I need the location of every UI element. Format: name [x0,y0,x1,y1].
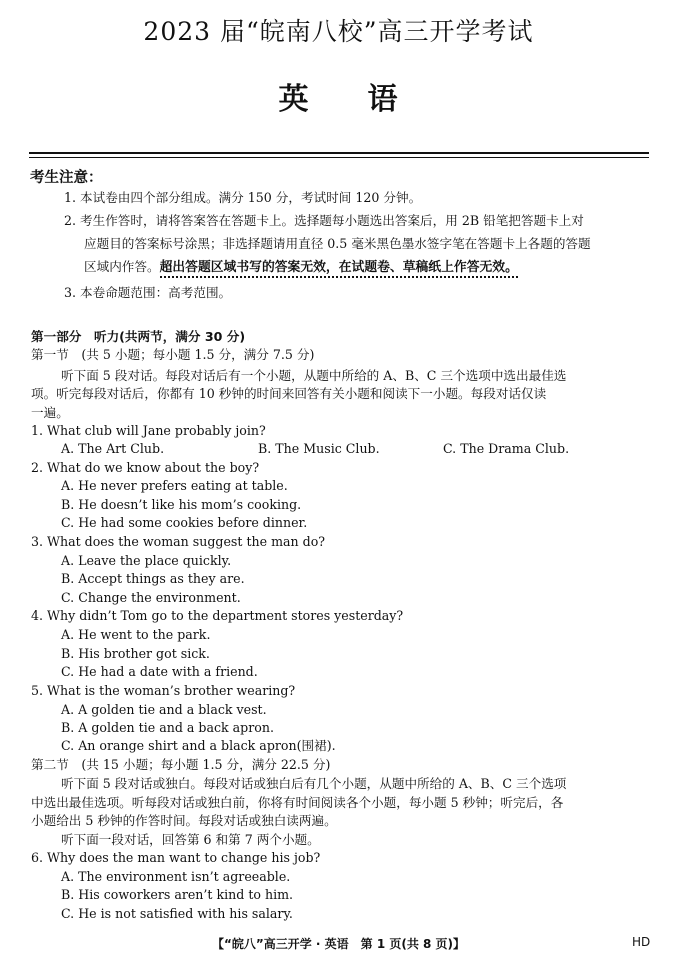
section1-instruction-3: 一遍。 [31,405,69,420]
question-1-option-a: A. The Art Club. [61,441,165,456]
question-1-option-c: C. The Drama Club. [443,441,570,456]
question-4-option-b: B. His brother got sick. [61,646,210,661]
question-4-stem: 4. Why didn’t Tom go to the department stores yesterday? [31,608,404,623]
section2-instruction-4: 听下面一段对话，回答第 6 和第 7 两个小题。 [61,832,320,847]
section2-heading: 第二节 (共 15 小题；每小题 1.5 分，满分 22.5 分) [31,757,331,772]
question-4-option-a: A. He went to the park. [61,627,211,642]
question-3-option-b: B. Accept things as they are. [61,571,245,586]
question-3-option-c: C. Change the environment. [61,590,241,605]
notice-item-2-line-2: 应题目的答案标号涂黑；非选择题请用直径 0.5 毫米黑色墨水签字笔在答题卡上各题的答题 [84,236,591,251]
footer-code: HD [632,935,651,949]
question-6-stem: 6. Why does the man want to change his job? [31,850,321,865]
question-2-option-b: B. He doesn’t like his mom’s cooking. [61,497,302,512]
question-2-option-a: A. He never prefers eating at table. [61,478,288,493]
part1-heading: 第一部分 听力(共两节，满分 30 分) [31,329,246,344]
subject-title [0,74,677,118]
header-rule-thin [29,157,649,158]
subject-char-1: 英 [278,82,310,117]
question-3-option-a: A. Leave the place quickly. [61,553,232,568]
question-6-option-c: C. He is not satisfied with his salary. [61,906,293,921]
notice-heading: 考生注意： [30,170,103,186]
notice-item-3: 3. 本卷命题范围：高考范围。 [64,285,232,300]
notice-emphasis: 超出答题区域书写的答案无效，在试题卷、草稿纸上作答无效。 [160,260,518,278]
section2-instruction-2: 中选出最佳选项。听每段对话或独白前，你将有时间阅读各个小题，每小题 5 秒钟；听完后，各 [31,795,564,810]
notice-item-1: 1. 本试卷由四个部分组成。满分 150 分，考试时间 120 分钟。 [64,190,422,205]
question-6-option-a: A. The environment isn’t agreeable. [61,869,291,884]
section2-instruction-1: 听下面 5 段对话或独白。每段对话或独白后有几个小题，从题中所给的 A、B、C 三个选项 [61,776,567,791]
question-3-stem: 3. What does the woman suggest the man do? [31,534,326,549]
question-5-option-a: A. A golden tie and a black vest. [61,702,267,717]
header-rule-thick [29,152,649,154]
notice-item-2-plain: 区域内作答。 [84,259,160,274]
section1-instruction-1: 听下面 5 段对话。每段对话后有一个小题，从题中所给的 A、B、C 三个选项中选出最佳选 [61,368,567,383]
question-5-option-c: C. An orange shirt and a black apron(围裙). [61,738,336,753]
question-6-option-b: B. His coworkers aren’t kind to him. [61,887,294,902]
notice-item-2-line-3 [84,257,674,278]
question-5-option-b: B. A golden tie and a back apron. [61,720,274,735]
section1-instruction-2: 项。听完每段对话后，你都有 10 秒钟的时间来回答有关小题和阅读下一小题。每段对话仅读 [31,386,547,401]
section1-heading: 第一节 (共 5 小题；每小题 1.5 分，满分 7.5 分) [31,347,315,362]
page-footer: 【“皖八”高三开学 · 英语 第 1 页(共 8 页)】 [211,937,466,951]
question-1-stem: 1. What club will Jane probably join? [31,423,266,438]
question-2-option-c: C. He had some cookies before dinner. [61,515,308,530]
question-4-option-c: C. He had a date with a friend. [61,664,258,679]
exam-title: 2023 届“皖南八校”高三开学考试 [143,17,534,46]
subject-char-2: 语 [367,82,399,117]
notice-item-2-line-1: 2. 考生作答时，请将答案答在答题卡上。选择题每小题选出答案后，用 2B 铅笔把答题卡上对 [64,213,584,228]
section2-instruction-3: 小题给出 5 秒钟的作答时间。每段对话或独白读两遍。 [31,813,337,828]
question-5-stem: 5. What is the woman’s brother wearing? [31,683,296,698]
question-1-option-b: B. The Music Club. [258,441,380,456]
question-2-stem: 2. What do we know about the boy? [31,460,260,475]
